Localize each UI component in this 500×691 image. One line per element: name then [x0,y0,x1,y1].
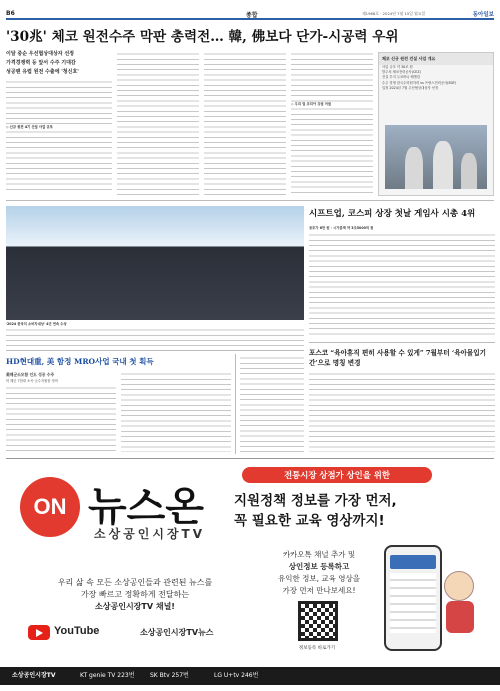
story3-body-col2 [121,372,231,452]
infobox-title: 체코 신규 원전 건설 사업 개요 [379,53,493,65]
qr-code-icon[interactable] [298,601,338,641]
ad-bottom-bar [0,667,500,685]
ad-tagline [20,577,250,613]
story3-lede: 美해군소모함 인도 성공 수주 [6,372,55,377]
issue-info: 제1968호 · 2024년 7월 15일 월요일 [362,11,426,16]
story1-subhead: ◇ 신규 원전 4기 건설 사업 규모 [6,125,53,129]
advertisement[interactable] [6,458,494,685]
mascot-character-icon [446,601,474,633]
page-number: B6 [6,10,15,17]
kakao-line: 가장 먼저 만나보세요! [282,586,356,595]
story1-infobox [378,52,494,196]
award-ceremony-photo [6,206,304,320]
infobox-row: 건설 부지 두코바니·테멜린 [382,75,421,80]
story1-subhead-2: ◇ 우리 팀 코리아 강점 어필 [291,102,332,106]
briefs-column [240,356,304,452]
lede-line-3: 성공땐 유럽 원전 수출에 '청신호' [6,69,79,75]
bottom-kt: KT genie TV 223번 [80,672,135,679]
story1-body-col4 [291,52,373,196]
story1-body-col3 [204,52,286,196]
page-header [6,10,494,20]
story1-body-col1 [6,80,112,196]
ad-logo-sub: 소상공인시장TV [94,527,206,541]
qr-note: 정보등록 바로가기 [298,646,336,651]
ad-tagline-line: 소상공인시장TV 채널! [95,602,175,611]
story4-headline: 포스코 “육아휴직 편히 사용할 수 있게” 7월부터 ‘육아몰입기간’으로 명칭 변경 [309,349,487,367]
kakao-line: 카카오톡 채널 추가 및 [282,550,356,559]
story1-lede [6,50,112,77]
infobox-row: 수주 경쟁 한국수력원자력 vs 프랑스전력공사(EDF) [382,80,457,85]
nuclear-plant-photo [385,125,487,189]
mascot-character-icon [444,571,474,601]
kakao-line: 유익한 정보, 교육 영상을 [278,574,360,583]
bottom-lg: LG U+tv 246번 [214,672,259,679]
story3-body-col1 [6,386,116,452]
phone-mockup [384,545,442,651]
bottom-sk: SK Btv 257번 [150,672,189,679]
ad-tagline-line: 우리 삶 속 모든 소상공인들과 관련된 뉴스를 [57,578,213,587]
section-divider [309,342,495,343]
on-badge-label: ON [33,494,67,519]
ad-tagline-line: 가장 빠르고 정확하게 전달하는 [80,590,190,599]
section-divider [6,350,304,351]
award-photo-caption: '2024 한국의 소비자대상' 4년 연속 수상 [6,322,67,326]
story4-body [309,372,495,452]
award-caption-text [6,328,304,348]
infobox-row: 발주처 체코전력공사(CEZ) [382,70,421,75]
infobox-row: 사업 규모 약 30조 원 [382,65,413,69]
section-divider [6,200,494,201]
ad-logo-title: 뉴스온 [88,484,204,530]
ad-right-title-2: 꼭 필요한 교육 영상까지! [234,513,385,529]
story3-headline: HD현대重, 美 함정 MRO사업 국내 첫 획득 [6,357,154,366]
column-divider [235,354,236,454]
ad-right-title-1: 지원정책 정보를 가장 먼저, [234,493,397,509]
story2-body [309,233,495,338]
section-name: 종합 [246,12,258,19]
ad-right-badge: 전통시장 상점가 상인을 위한 [242,467,432,483]
kakao-copy [264,549,374,597]
youtube-play-icon [28,625,50,640]
lede-line-2: 가격경쟁력 등 앞서 수주 기대감 [6,60,76,66]
story2-headline: 시프트업, 코스피 상장 첫날 게임사 시총 4위 [309,209,476,219]
youtube-label: YouTube [54,625,100,637]
infobox-row: 일정 2024년 7월 우선협상대상자 선정 [382,85,439,90]
brand-name: 동아일보 [472,12,494,18]
ad-logo [20,471,250,551]
story3-deck: 미 해군 7함대 소속 군수지원함 정비 [6,379,58,383]
kakao-line: 상인정보 등록하고 [288,562,350,571]
story1-body-col2 [117,52,199,196]
bottom-channel: 소상공인시장TV [12,672,56,679]
story2-stats: 공모가 6만 원 · 시가총액 약 3조5000억 원 [309,226,374,230]
youtube-row[interactable] [28,623,248,643]
youtube-channel: 소상공인시장TV뉴스 [140,628,214,637]
lede-line-1: 이달 중순 우선협상대상자 선정 [6,51,75,57]
on-badge-icon [20,477,80,537]
story1-headline: '30兆' 체코 원전수주 막판 총력전… 韓, 佛보다 단가-시공력 우위 [6,29,399,45]
